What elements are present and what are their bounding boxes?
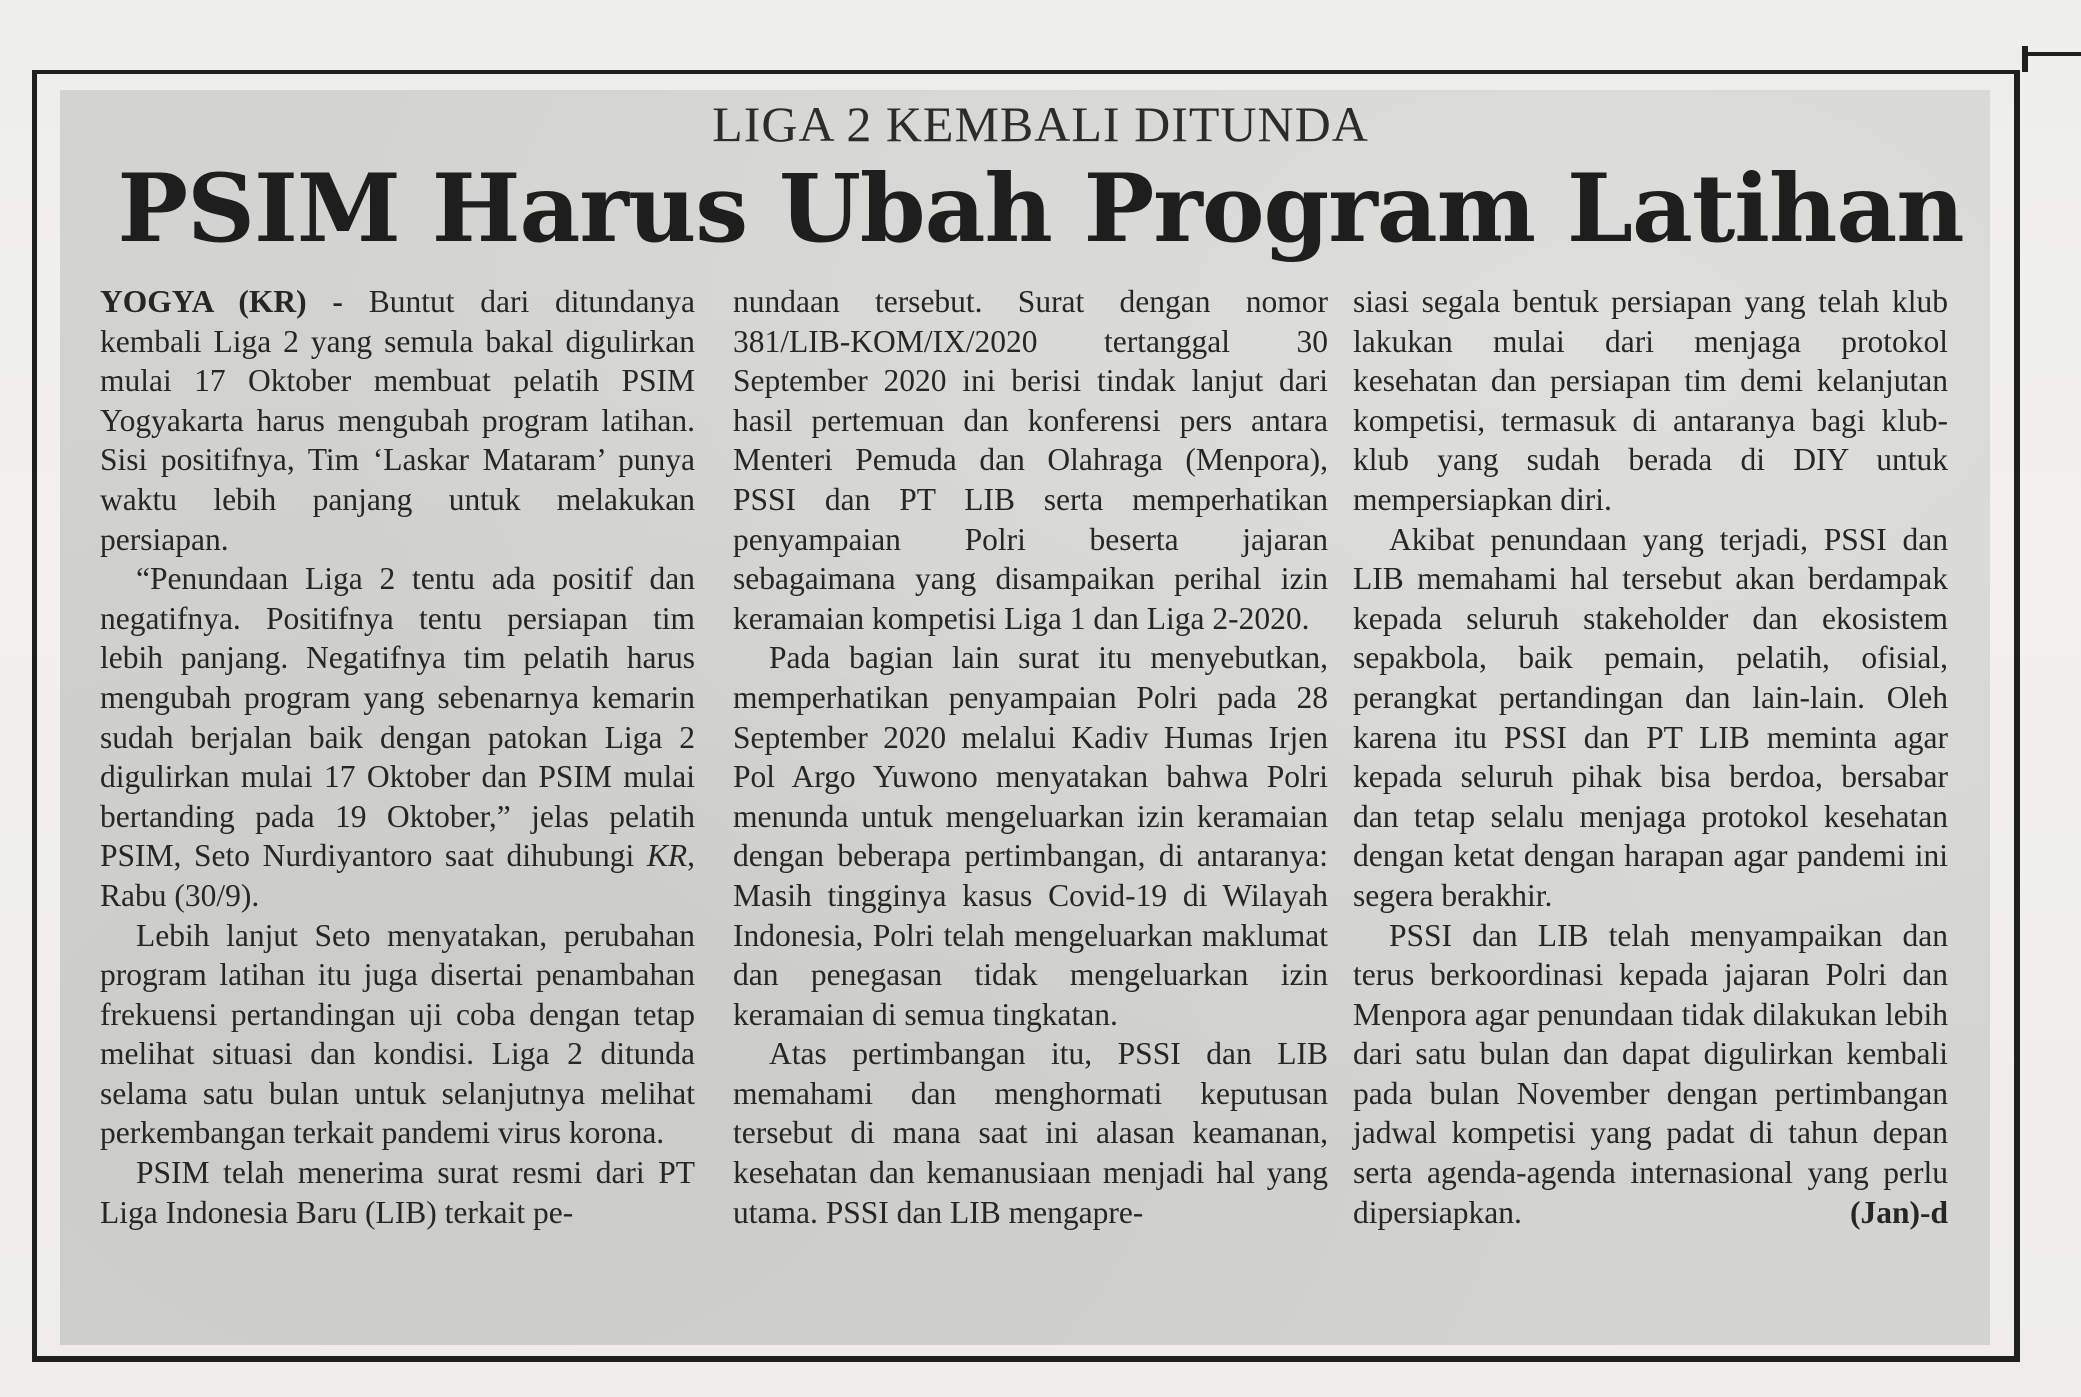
article-column-1 bbox=[100, 282, 695, 1232]
article-headline: PSIM Harus Ubah Program Latihan bbox=[117, 154, 1964, 264]
paragraph-text: “Penundaan Liga 2 tentu ada positif dan negatifnya. Positifnya tentu persiapan tim lebih panjang. Negatifnya tim pelatih harus mengubah program yang sebenarnya kemarin sudah berjalan baik dengan patokan Liga 2 digulirkan mulai 17 Oktober dan PSIM mulai bertanding pada 19 Oktober,” jelas pelatih PSIM, Seto Nurdiyantoro saat dihubungi bbox=[100, 561, 695, 874]
paragraph: Akibat penundaan yang terjadi, PSSI dan LIB memahami hal tersebut akan berdampak kepada seluruh stakeholder dan ekosistem sepakbola, baik pemain, pelatih, ofisial, perangkat pertandingan dan lain-lain. Oleh karena itu PSSI dan PT LIB meminta agar kepada seluruh pihak bisa berdoa, bersabar dan tetap selalu menjaga protokol kesehatan dengan ketat dengan harapan agar pandemi ini segera berakhir. bbox=[1353, 521, 1948, 913]
paragraph: nundaan tersebut. Surat dengan nomor 381/LIB-KOM/IX/2020 tertanggal 30 September 2020 ini berisi tindak lanjut dari hasil pertemuan dan konferensi pers antara Menteri Pemuda dan Olahraga (Menpora), PSSI dan PT LIB serta memperhatikan penyampaian Polri beserta jajaran sebagaimana yang disampaikan perihal izin keramaian kompetisi Liga 1 dan Liga 2-2020. bbox=[733, 284, 1328, 636]
paragraph: Pada bagian lain surat itu menyebutkan, memperhatikan penyampaian Polri pada 28 September 2020 melalui Kadiv Humas Irjen Pol Argo Yuwono menyatakan bahwa Polri menunda untuk mengeluarkan izin keramaian dengan beberapa pertimbangan, di antaranya: Masih tingginya kasus Covid-19 di Wilayah Indonesia, Polri telah mengeluarkan maklumat dan penegasan tidak mengeluarkan izin keramaian di semua tingkatan. bbox=[733, 640, 1328, 1032]
paragraph: Lebih lanjut Seto menyatakan, perubahan program latihan itu juga disertai penambahan frekuensi pertandingan uji coba dengan tetap melihat situasi dan kondisi. Liga 2 ditunda selama satu bulan untuk selanjutnya melihat perkembangan terkait pandemi virus korona. bbox=[100, 917, 695, 1151]
publication-name: KR bbox=[646, 838, 688, 874]
paragraph: siasi segala bentuk persiapan yang telah klub lakukan mulai dari menjaga protokol kesehatan dan persiapan tim demi kelanjutan kompetisi, termasuk di antaranya bagi klub-klub yang sudah berada di DIY untuk mempersiapkan diri. bbox=[1353, 284, 1948, 517]
paragraph bbox=[1353, 916, 1948, 1233]
paragraph-text: PSSI dan LIB telah menyampaikan dan terus berkoordinasi kepada jajaran Polri dan Menpora agar penundaan tidak dilakukan lebih dari satu bulan dan dapat digulirkan kembali pada bulan November dengan pertimbangan jadwal kompetisi yang padat di tahun depan serta agenda-agenda internasional yang perlu dipersiapkan. bbox=[1353, 917, 1948, 1230]
frame-corner-line bbox=[2022, 52, 2081, 56]
paragraph: Atas pertimbangan itu, PSSI dan LIB memahami dan menghormati keputusan tersebut di mana saat ini alasan keamanan, kesehatan dan kemanusiaan menjadi hal yang utama. PSSI dan LIB mengapre- bbox=[733, 1036, 1328, 1230]
article-column-3 bbox=[1353, 282, 1948, 1232]
paragraph bbox=[100, 282, 695, 559]
paragraph-text: , Rabu (30/9). bbox=[100, 838, 695, 913]
paragraph-text: Buntut dari ditundanya kembali Liga 2 yang semula bakal digulirkan mulai 17 Oktober membuat pelatih PSIM Yogyakarta harus mengubah program latihan. Sisi positifnya, Tim ‘Laskar Mataram’ punya waktu lebih panjang untuk melakukan persiapan. bbox=[100, 284, 695, 557]
paragraph: PSIM telah menerima surat resmi dari PT Liga Indonesia Baru (LIB) terkait pe- bbox=[100, 1155, 695, 1230]
author-credit: (Jan)-d bbox=[1849, 1194, 1948, 1230]
article-kicker: LIGA 2 KEMBALI DITUNDA bbox=[712, 96, 1369, 152]
frame-corner-mark bbox=[2022, 46, 2028, 72]
dateline: YOGYA (KR) - bbox=[100, 284, 343, 319]
paragraph bbox=[100, 559, 695, 915]
article-column-2 bbox=[733, 282, 1328, 1232]
